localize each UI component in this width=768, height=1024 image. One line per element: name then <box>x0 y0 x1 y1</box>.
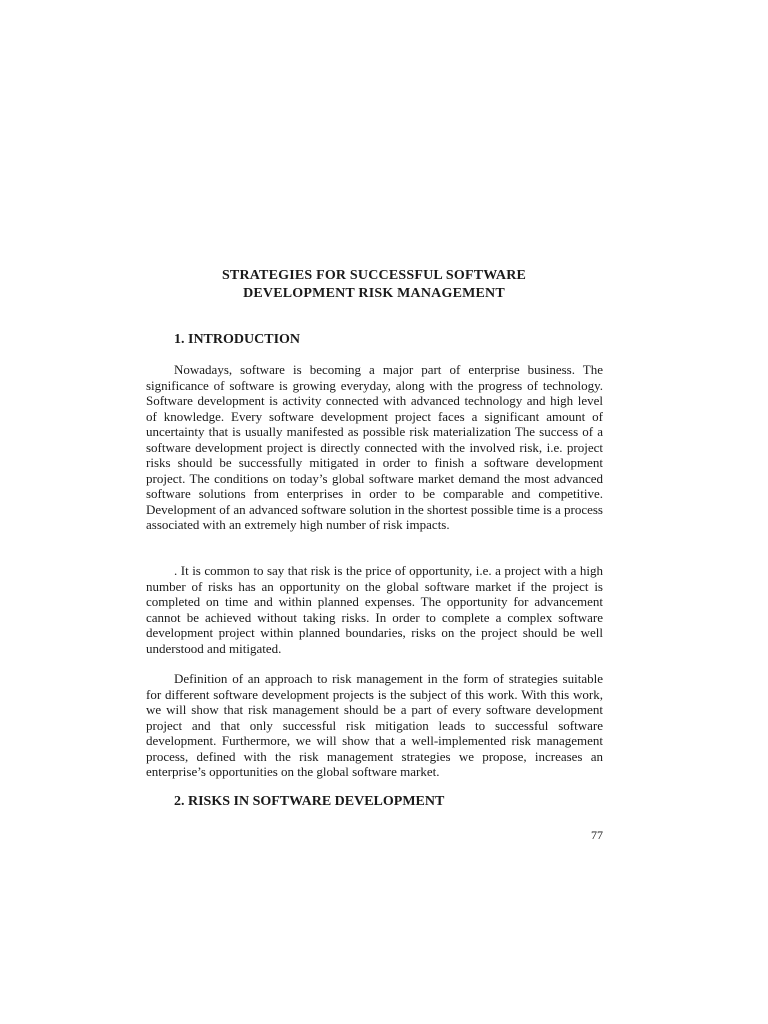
paragraph-2: . It is common to say that risk is the price of opportunity, i.e. a project with a high number of risks has an opportunity on the global software market if the project is completed on time and within planned expenses. The opportunity for advancement cannot be achieved without taking risks. In order to complete a complex software development project within planned boundaries, risks on the project should be well understood and mitigated. <box>146 563 603 656</box>
paragraph-1: Nowadays, software is becoming a major part of enterprise business. The significance of software is growing everyday, along with the progress of technology. Software development is activity connected with advanced technology and high level of knowledge. Every software development project faces a significant amount of uncertainty that is usually manifested as possible risk materialization The success of a software development project is directly connected with the involved risk, i.e. project risks should be successfully mitigated in order to finish a software development project. The conditions on today’s global software market demand the most advanced software solutions from enterprises in order to be comparable and competitive. Development of an advanced software solution in the shortest possible time is a process associated with an extremely high number of risk impacts. <box>146 362 603 532</box>
paragraph-3: Definition of an approach to risk management in the form of strategies suitable for different software development projects is the subject of this work. With this work, we will show that risk management should be a part of every software development project and that only successful risk mitigation leads to successful software development. Furthermore, we will show that a well-implemented risk management process, defined with the risk management strategies we propose, increases an enterprise’s opportunities on the global software market. <box>146 671 603 779</box>
section-heading-introduction: 1. INTRODUCTION <box>174 332 301 347</box>
title-line-2: DEVELOPMENT RISK MANAGEMENT <box>243 286 505 301</box>
page-title <box>170 267 578 303</box>
title-line-1: STRATEGIES FOR SUCCESSFUL SOFTWARE <box>221 268 527 283</box>
section-heading-risks: 2. RISKS IN SOFTWARE DEVELOPMENT <box>174 794 445 809</box>
page-number: 77 <box>591 828 603 842</box>
